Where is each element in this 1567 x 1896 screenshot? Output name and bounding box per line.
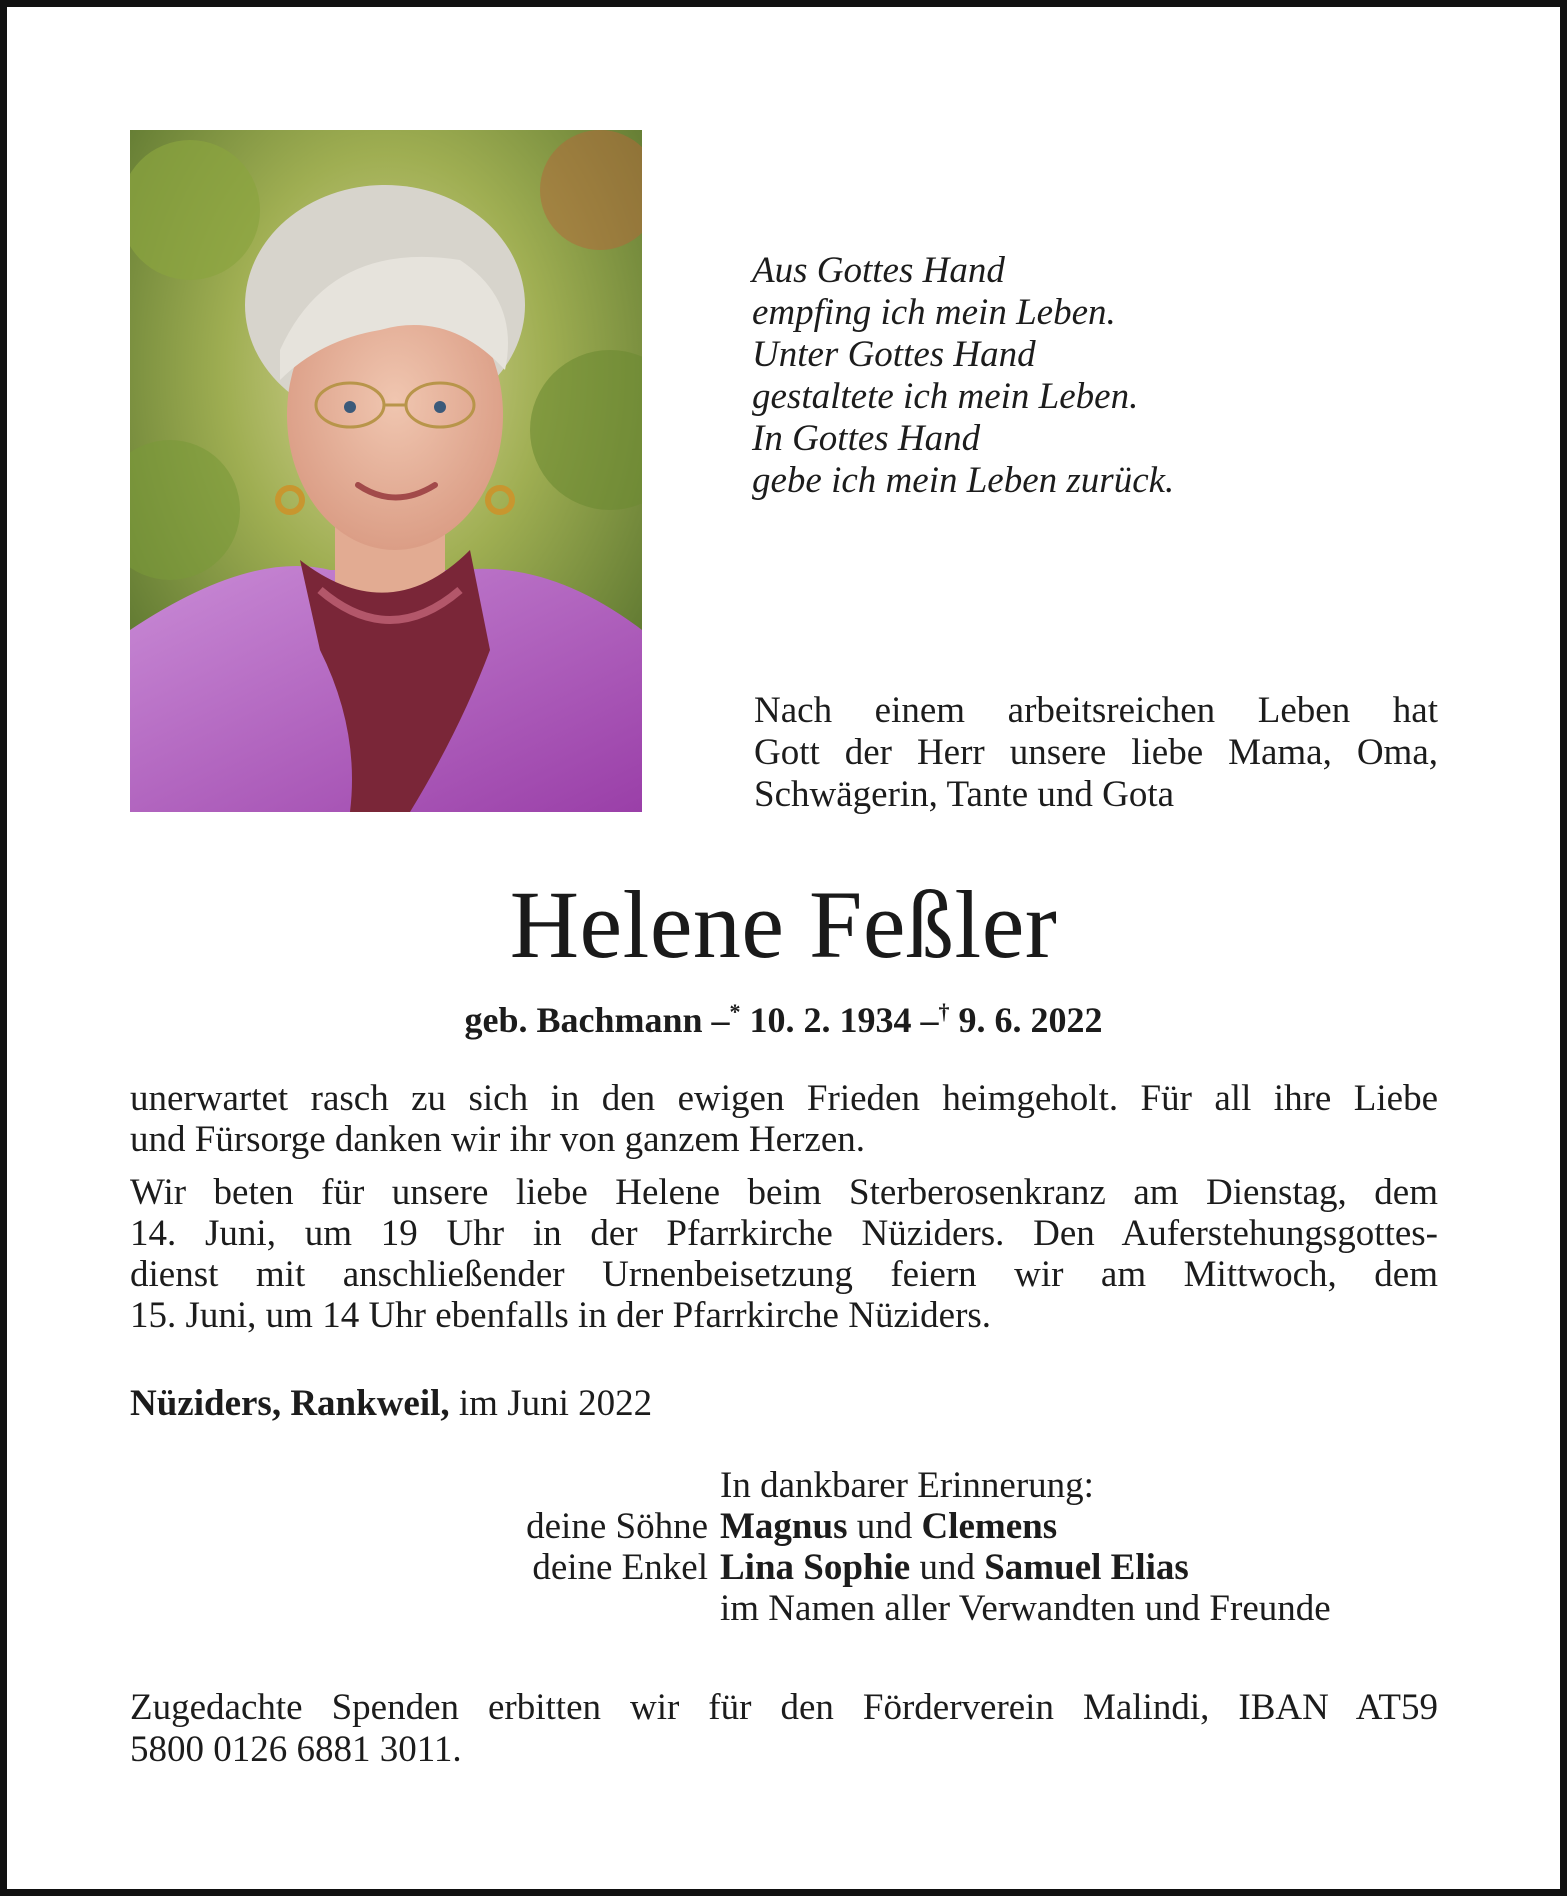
mourner-row bbox=[400, 1547, 1440, 1588]
portrait-photo bbox=[130, 130, 642, 812]
joiner: und bbox=[919, 1547, 975, 1588]
intro-line: Schwägerin, Tante und Gota bbox=[754, 774, 1175, 815]
mourner-row bbox=[400, 1506, 1440, 1547]
mourners-heading: In dankbarer Erinnerung: bbox=[720, 1465, 1094, 1506]
body-line: und Fürsorge danken wir ihr von ganzem Herzen. bbox=[130, 1119, 865, 1160]
verse-line: gebe ich mein Leben zurück. bbox=[752, 460, 1175, 501]
verse-line: In Gottes Hand bbox=[752, 418, 981, 459]
mourner-name: Samuel Elias bbox=[984, 1547, 1189, 1588]
body-line: dienst mit anschließender Urnenbeisetzung feiern wir am Mittwoch, dem bbox=[130, 1254, 1438, 1295]
verse bbox=[752, 250, 1452, 502]
mourner-name: Clemens bbox=[921, 1506, 1058, 1547]
donation-line: 5800 0126 6881 3011. bbox=[130, 1729, 462, 1770]
body-line: unerwartet rasch zu sich in den ewigen Frieden heimgeholt. Für all ihre Liebe bbox=[130, 1078, 1438, 1119]
death-date: 9. 6. 2022 bbox=[958, 1000, 1103, 1040]
relation-label: deine Söhne bbox=[526, 1506, 708, 1547]
born-mark: * bbox=[729, 999, 741, 1024]
joiner: und bbox=[856, 1506, 913, 1547]
paragraph-thanks bbox=[130, 1078, 1438, 1160]
place-towns: Nüziders, Rankweil, bbox=[130, 1383, 450, 1424]
body-line: 15. Juni, um 14 Uhr ebenfalls in der Pfarrkirche Nüziders. bbox=[130, 1295, 992, 1336]
relation-label: deine Enkel bbox=[532, 1547, 708, 1588]
verse-line: Unter Gottes Hand bbox=[752, 334, 1036, 375]
place-date: im Juni 2022 bbox=[458, 1383, 653, 1424]
mourner-name: Magnus bbox=[720, 1506, 848, 1547]
death-mark: † bbox=[938, 999, 950, 1024]
mourners-closing: im Namen aller Verwandten und Freunde bbox=[720, 1588, 1331, 1629]
birth-date: 10. 2. 1934 bbox=[749, 1000, 912, 1040]
verse-line: Aus Gottes Hand bbox=[752, 250, 1005, 291]
dash: – bbox=[920, 1000, 939, 1040]
body-line: 14. Juni, um 19 Uhr in der Pfarrkirche Nüziders. Den Auferstehungsgottes- bbox=[130, 1213, 1438, 1254]
intro-line: Nach einem arbeitsreichen Leben hat bbox=[754, 690, 1438, 731]
verse-line: empfing ich mein Leben. bbox=[752, 292, 1116, 333]
deceased-name: Helene Feßler bbox=[509, 871, 1058, 978]
place-and-date bbox=[130, 1383, 652, 1425]
donation-line: Zugedachte Spenden erbitten wir für den Förderverein Malindi, IBAN AT59 bbox=[130, 1687, 1438, 1728]
body-line: Wir beten für unsere liebe Helene beim Sterberosenkranz am Dienstag, dem bbox=[130, 1172, 1438, 1213]
verse-line: gestaltete ich mein Leben. bbox=[752, 376, 1139, 417]
life-dates bbox=[0, 990, 1567, 1042]
intro-text bbox=[754, 690, 1438, 816]
mourners-block bbox=[400, 1465, 1440, 1629]
intro-line: Gott der Herr unsere liebe Mama, Oma, bbox=[754, 732, 1438, 773]
mourner-name: Lina Sophie bbox=[720, 1547, 911, 1588]
maiden-name: geb. Bachmann bbox=[464, 1000, 703, 1040]
dash: – bbox=[711, 1000, 730, 1040]
donation-note bbox=[130, 1687, 1438, 1771]
paragraph-services bbox=[130, 1172, 1438, 1336]
